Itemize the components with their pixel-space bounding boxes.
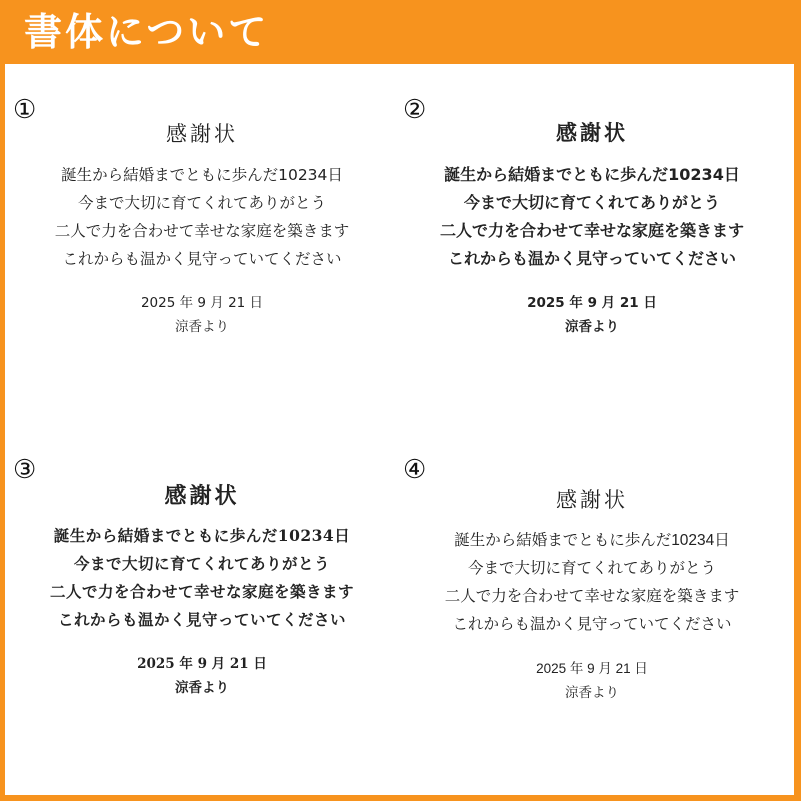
message-line: 今まで大切に育てくれてありがとう: [77, 194, 326, 212]
sample-signature: 涼香より: [565, 319, 619, 335]
message-line: 誕生から結婚までともに歩んだ10234日: [444, 165, 740, 184]
sample-message: [395, 527, 789, 639]
sample-date: 2025 年 9 月 21 日: [137, 656, 267, 672]
sample-number: ④: [403, 455, 427, 485]
sample-number: ②: [403, 95, 427, 125]
font-sample-4: [395, 424, 789, 789]
sample-message: [5, 522, 399, 634]
message-line: 誕生から結婚までともに歩んだ10234日: [53, 526, 351, 545]
font-sample-1: [5, 64, 399, 429]
page-title: 書体について: [24, 10, 270, 54]
message-line: これからも温かく見守っていてください: [62, 250, 342, 268]
header-bar: [0, 0, 801, 64]
message-line: 今まで大切に育てくれてありがとう: [467, 560, 716, 577]
font-sample-2: [395, 64, 789, 429]
sample-number: ①: [13, 95, 37, 125]
sample-title: 感謝状: [164, 483, 240, 509]
message-line: 二人で力を合わせて幸せな家庭を築きます: [444, 588, 740, 605]
sample-title: 感謝状: [556, 489, 628, 512]
sample-title: 感謝状: [166, 122, 238, 146]
message-line: 二人で力を合わせて幸せな家庭を築きます: [49, 582, 354, 601]
message-line: 誕生から結婚までともに歩んだ10234日: [61, 166, 343, 184]
sample-signature: 涼香より: [175, 680, 229, 696]
font-sample-3: [5, 424, 399, 789]
message-line: これからも温かく見守っていてください: [452, 616, 732, 633]
sample-signature: 涼香より: [565, 685, 619, 700]
content-panel: [5, 64, 794, 795]
sample-number: ③: [13, 455, 37, 485]
message-line: 誕生から結婚までともに歩んだ10234日: [454, 532, 730, 549]
sample-message: [5, 161, 399, 273]
sample-date: 2025 年 9 月 21 日: [527, 295, 657, 311]
message-line: これからも温かく見守っていてください: [57, 610, 346, 629]
sample-date: 2025 年 9 月 21 日: [140, 295, 264, 311]
message-line: 二人で力を合わせて幸せな家庭を築きます: [439, 221, 744, 240]
sample-signature: 涼香より: [175, 319, 229, 335]
sample-message: [395, 161, 789, 273]
sample-date: 2025 年 9 月 21 日: [536, 661, 648, 676]
message-line: 今まで大切に育てくれてありがとう: [463, 193, 720, 212]
sample-title: 感謝状: [556, 121, 628, 145]
message-line: 今まで大切に育てくれてありがとう: [73, 554, 330, 573]
message-line: これからも温かく見守っていてください: [447, 249, 736, 268]
message-line: 二人で力を合わせて幸せな家庭を築きます: [54, 222, 350, 240]
